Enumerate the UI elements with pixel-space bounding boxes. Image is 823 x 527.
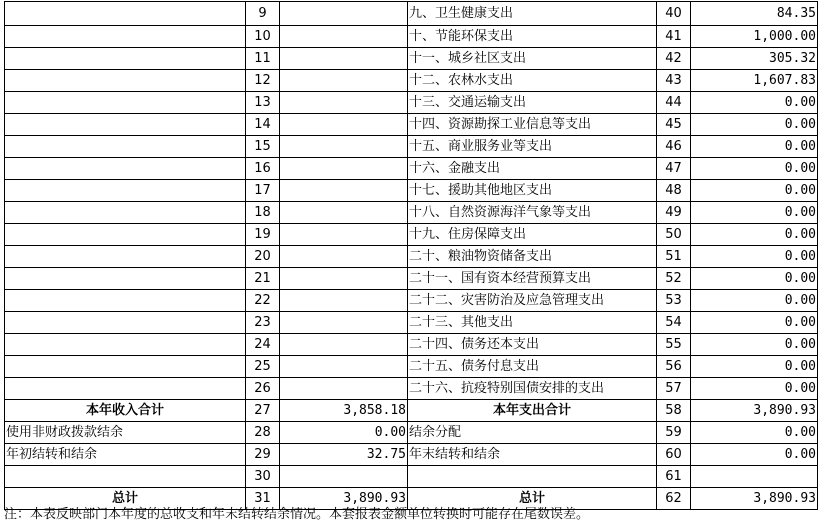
right-amount: 0.00: [691, 114, 818, 136]
right-row-number: 52: [657, 268, 691, 290]
left-amount: [280, 290, 408, 312]
left-amount: 0.00: [280, 422, 408, 444]
right-row-number: 40: [657, 2, 691, 26]
right-row-number: 54: [657, 312, 691, 334]
table-row: [5, 444, 818, 466]
left-item-label: [5, 466, 246, 488]
left-item-label: [5, 92, 246, 114]
left-row-number: 29: [246, 444, 280, 466]
right-row-number: 41: [657, 26, 691, 48]
left-item-label: 使用非财政拨款结余: [5, 422, 246, 444]
right-item-label: 二十二、灾害防治及应急管理支出: [408, 290, 657, 312]
right-amount: 3,890.93: [691, 488, 818, 510]
table-row: [5, 26, 818, 48]
left-row-number: 23: [246, 312, 280, 334]
right-amount: 305.32: [691, 48, 818, 70]
left-row-number: 17: [246, 180, 280, 202]
left-row-number: 21: [246, 268, 280, 290]
right-amount: [691, 466, 818, 488]
left-item-label: [5, 48, 246, 70]
left-item-label: [5, 2, 246, 26]
right-item-label: 十九、住房保障支出: [408, 224, 657, 246]
table-row: [5, 312, 818, 334]
table-row: [5, 268, 818, 290]
table-row: [5, 466, 818, 488]
table-row: [5, 290, 818, 312]
income-expenditure-table: [4, 1, 818, 510]
right-item-label: 十一、城乡社区支出: [408, 48, 657, 70]
left-amount: [280, 92, 408, 114]
right-item-label: 二十六、抗疫特别国债安排的支出: [408, 378, 657, 400]
left-amount: [280, 2, 408, 26]
left-item-label: [5, 136, 246, 158]
left-item-label: [5, 268, 246, 290]
right-amount: 0.00: [691, 378, 818, 400]
left-row-number: 18: [246, 202, 280, 224]
right-item-label: [408, 466, 657, 488]
left-item-label: [5, 114, 246, 136]
right-item-label: 十、节能环保支出: [408, 26, 657, 48]
left-row-number: 22: [246, 290, 280, 312]
left-row-number: 15: [246, 136, 280, 158]
right-row-number: 43: [657, 70, 691, 92]
right-item-label: 九、卫生健康支出: [408, 2, 657, 26]
table-row: [5, 246, 818, 268]
right-row-number: 51: [657, 246, 691, 268]
right-row-number: 48: [657, 180, 691, 202]
right-item-label: 二十四、债务还本支出: [408, 334, 657, 356]
table-row: [5, 378, 818, 400]
left-amount: [280, 356, 408, 378]
table-row: [5, 136, 818, 158]
left-item-label: [5, 202, 246, 224]
left-row-number: 10: [246, 26, 280, 48]
right-item-label: 年末结转和结余: [408, 444, 657, 466]
right-amount: 0.00: [691, 444, 818, 466]
left-item-label: [5, 224, 246, 246]
table-row: [5, 180, 818, 202]
right-amount: 1,000.00: [691, 26, 818, 48]
right-item-label: 十八、自然资源海洋气象等支出: [408, 202, 657, 224]
left-amount: [280, 158, 408, 180]
left-row-number: 31: [246, 488, 280, 510]
right-item-label: 二十、粮油物资储备支出: [408, 246, 657, 268]
left-amount: [280, 334, 408, 356]
right-row-number: 57: [657, 378, 691, 400]
table-row: [5, 48, 818, 70]
left-item-label: [5, 70, 246, 92]
left-amount: [280, 268, 408, 290]
right-row-number: 45: [657, 114, 691, 136]
left-amount: 3,890.93: [280, 488, 408, 510]
right-amount: 1,607.83: [691, 70, 818, 92]
right-amount: 0.00: [691, 334, 818, 356]
left-row-number: 30: [246, 466, 280, 488]
right-amount: 0.00: [691, 246, 818, 268]
right-amount: 0.00: [691, 422, 818, 444]
left-item-label: 总计: [5, 488, 246, 510]
right-item-label: 结余分配: [408, 422, 657, 444]
left-row-number: 28: [246, 422, 280, 444]
right-row-number: 49: [657, 202, 691, 224]
right-amount: 0.00: [691, 180, 818, 202]
left-row-number: 11: [246, 48, 280, 70]
left-row-number: 12: [246, 70, 280, 92]
right-amount: 3,890.93: [691, 400, 818, 422]
right-amount: 0.00: [691, 312, 818, 334]
table-row: [5, 400, 818, 422]
right-row-number: 58: [657, 400, 691, 422]
left-row-number: 26: [246, 378, 280, 400]
table-row: [5, 70, 818, 92]
right-row-number: 56: [657, 356, 691, 378]
right-item-label: 二十三、其他支出: [408, 312, 657, 334]
right-amount: 0.00: [691, 158, 818, 180]
right-row-number: 59: [657, 422, 691, 444]
right-item-label: 十六、金融支出: [408, 158, 657, 180]
right-item-label: 十七、援助其他地区支出: [408, 180, 657, 202]
right-row-number: 62: [657, 488, 691, 510]
left-amount: [280, 312, 408, 334]
right-item-label: 十三、交通运输支出: [408, 92, 657, 114]
left-row-number: 24: [246, 334, 280, 356]
left-row-number: 9: [246, 2, 280, 26]
left-amount: [280, 136, 408, 158]
left-amount: [280, 466, 408, 488]
left-row-number: 14: [246, 114, 280, 136]
table-row: [5, 92, 818, 114]
table-row: [5, 422, 818, 444]
right-item-label: 总计: [408, 488, 657, 510]
right-amount: 0.00: [691, 202, 818, 224]
right-item-label: 本年支出合计: [408, 400, 657, 422]
left-item-label: [5, 290, 246, 312]
table-row: [5, 158, 818, 180]
left-item-label: [5, 378, 246, 400]
left-item-label: [5, 26, 246, 48]
right-row-number: 60: [657, 444, 691, 466]
left-amount: 3,858.18: [280, 400, 408, 422]
left-amount: [280, 70, 408, 92]
table-row: [5, 334, 818, 356]
left-item-label: [5, 180, 246, 202]
footnote: 注：本表反映部门本年度的总收支和年末结转结余情况。本套报表金额单位转换时可能存在尾数误差。: [4, 507, 590, 522]
table-row: [5, 356, 818, 378]
left-amount: [280, 26, 408, 48]
left-row-number: 27: [246, 400, 280, 422]
left-item-label: [5, 334, 246, 356]
right-item-label: 十五、商业服务业等支出: [408, 136, 657, 158]
left-amount: [280, 246, 408, 268]
right-item-label: 十二、农林水支出: [408, 70, 657, 92]
right-amount: 84.35: [691, 2, 818, 26]
left-row-number: 25: [246, 356, 280, 378]
left-item-label: [5, 356, 246, 378]
right-row-number: 61: [657, 466, 691, 488]
left-amount: [280, 114, 408, 136]
left-item-label: [5, 312, 246, 334]
left-amount: [280, 202, 408, 224]
left-row-number: 13: [246, 92, 280, 114]
right-amount: 0.00: [691, 290, 818, 312]
left-row-number: 20: [246, 246, 280, 268]
right-amount: 0.00: [691, 92, 818, 114]
right-row-number: 55: [657, 334, 691, 356]
right-row-number: 42: [657, 48, 691, 70]
right-row-number: 47: [657, 158, 691, 180]
table-row: [5, 224, 818, 246]
left-amount: 32.75: [280, 444, 408, 466]
left-amount: [280, 48, 408, 70]
right-item-label: 十四、资源勘探工业信息等支出: [408, 114, 657, 136]
left-amount: [280, 224, 408, 246]
right-row-number: 50: [657, 224, 691, 246]
left-item-label: [5, 158, 246, 180]
table-row: [5, 2, 818, 26]
left-item-label: 年初结转和结余: [5, 444, 246, 466]
right-amount: 0.00: [691, 268, 818, 290]
table-row: [5, 114, 818, 136]
right-row-number: 46: [657, 136, 691, 158]
left-row-number: 16: [246, 158, 280, 180]
right-item-label: 二十五、债务付息支出: [408, 356, 657, 378]
right-amount: 0.00: [691, 136, 818, 158]
right-row-number: 44: [657, 92, 691, 114]
right-item-label: 二十一、国有资本经营预算支出: [408, 268, 657, 290]
table-row: [5, 202, 818, 224]
left-amount: [280, 180, 408, 202]
left-amount: [280, 378, 408, 400]
right-amount: 0.00: [691, 224, 818, 246]
left-item-label: [5, 246, 246, 268]
left-row-number: 19: [246, 224, 280, 246]
right-amount: 0.00: [691, 356, 818, 378]
left-item-label: 本年收入合计: [5, 400, 246, 422]
right-row-number: 53: [657, 290, 691, 312]
